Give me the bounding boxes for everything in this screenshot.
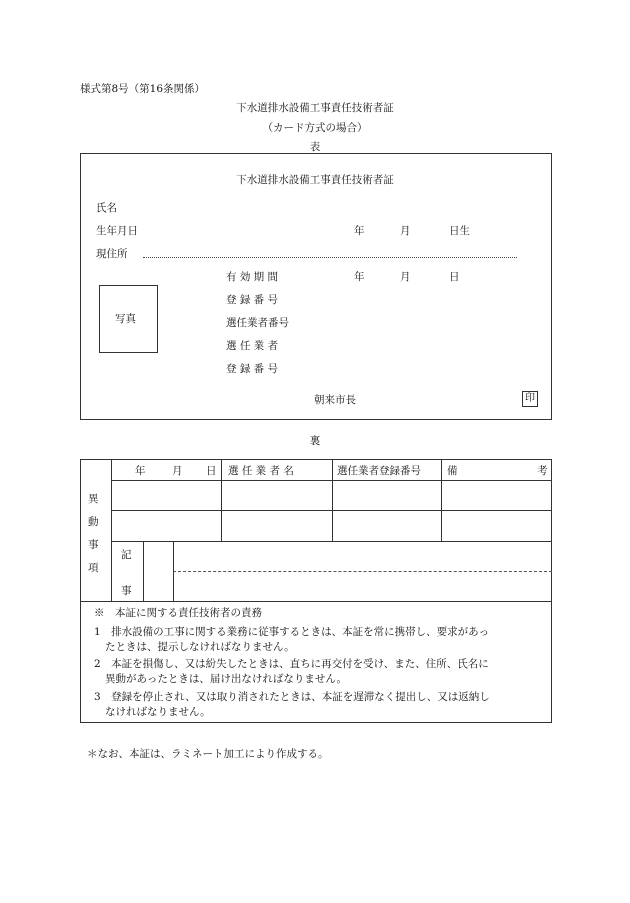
duty-1-line-2: たときは、提示しなければなりません。: [105, 641, 295, 653]
duty-3-line-2: なければなりません。: [105, 706, 211, 718]
name-label: 氏名: [96, 202, 117, 214]
duty-3-line-1: 3 登録を停止され、又は取り消されたときは、本証を遅滞なく提出し、又は返納し: [94, 691, 490, 703]
validity-day-label: 日: [449, 271, 460, 283]
registration-number-label: 登 録 番 号: [226, 294, 279, 306]
address-label: 現住所: [96, 248, 128, 260]
designated-contractor-number-label: 選任業者番号: [226, 317, 289, 329]
duty-1-line-1: 1 排水設備の工事に関する業務に従事するときは、本証を常に携帯し、要求があっ: [94, 626, 490, 638]
changes-label-char-3: 事: [88, 539, 99, 551]
duties-title: ※ 本証に関する責任技術者の責務: [94, 607, 262, 619]
col-regno-header: 選任業者登録番号: [337, 465, 421, 477]
issuer: 朝来市長: [314, 394, 356, 406]
col-month-header: 月: [172, 465, 183, 477]
duty-2-line-1: 2 本証を損傷し、又は紛失したときは、直ちに再交付を受け、また、住所、氏名に: [94, 658, 489, 670]
validity-year-label: 年: [354, 271, 365, 283]
notes-label-char-2: 事: [121, 585, 132, 597]
document-title: 下水道排水設備工事責任技術者証: [236, 102, 394, 114]
address-dotted-line: [143, 257, 517, 258]
date-column-divider: [221, 459, 222, 541]
form-number: 様式第8号（第16条関係）: [80, 83, 206, 95]
card-title: 下水道排水設備工事責任技術者証: [236, 174, 394, 186]
document-subtitle: （カード方式の場合）: [262, 122, 368, 134]
col-remarks-header-2: 考: [537, 465, 548, 477]
seal-mark: 印: [522, 391, 538, 407]
photo-label: 写真: [115, 313, 136, 325]
changes-label-char-4: 項: [88, 562, 99, 574]
col-day-header: 日: [206, 465, 217, 477]
col-year-header: 年: [135, 465, 146, 477]
changes-label-char-1: 異: [88, 493, 99, 505]
changes-column-divider: [111, 459, 112, 601]
registration-number-label-2: 登 録 番 号: [226, 363, 279, 375]
notes-label-divider: [143, 541, 144, 601]
birth-day-label: 日生: [449, 225, 470, 237]
col-contractor-header: 選 任 業 者 名: [228, 465, 294, 477]
notes-label-char-1: 記: [121, 549, 132, 561]
col-remarks-header-1: 備: [447, 465, 458, 477]
row-line-2: [111, 541, 552, 542]
birth-year-label: 年: [354, 225, 365, 237]
birth-month-label: 月: [400, 225, 411, 237]
notes-dashed-line: [173, 571, 552, 572]
changes-label-char-2: 動: [88, 516, 99, 528]
duties-separator: [80, 601, 552, 602]
footnote: ＊なお、本証は、ラミネート加工により作成する。: [87, 748, 329, 760]
front-side-label: 表: [309, 141, 321, 153]
birthdate-label: 生年月日: [96, 225, 138, 237]
contractor-column-divider: [332, 459, 333, 541]
designated-contractor-label: 選 任 業 者: [226, 340, 279, 352]
regno-column-divider: [441, 459, 442, 541]
duty-2-line-2: 異動があったときは、届け出なければなりません。: [105, 673, 348, 685]
back-side-label: 裏: [309, 435, 321, 447]
validity-label: 有 効 期 間: [226, 271, 279, 283]
validity-month-label: 月: [400, 271, 411, 283]
notes-inner-divider: [173, 541, 174, 601]
